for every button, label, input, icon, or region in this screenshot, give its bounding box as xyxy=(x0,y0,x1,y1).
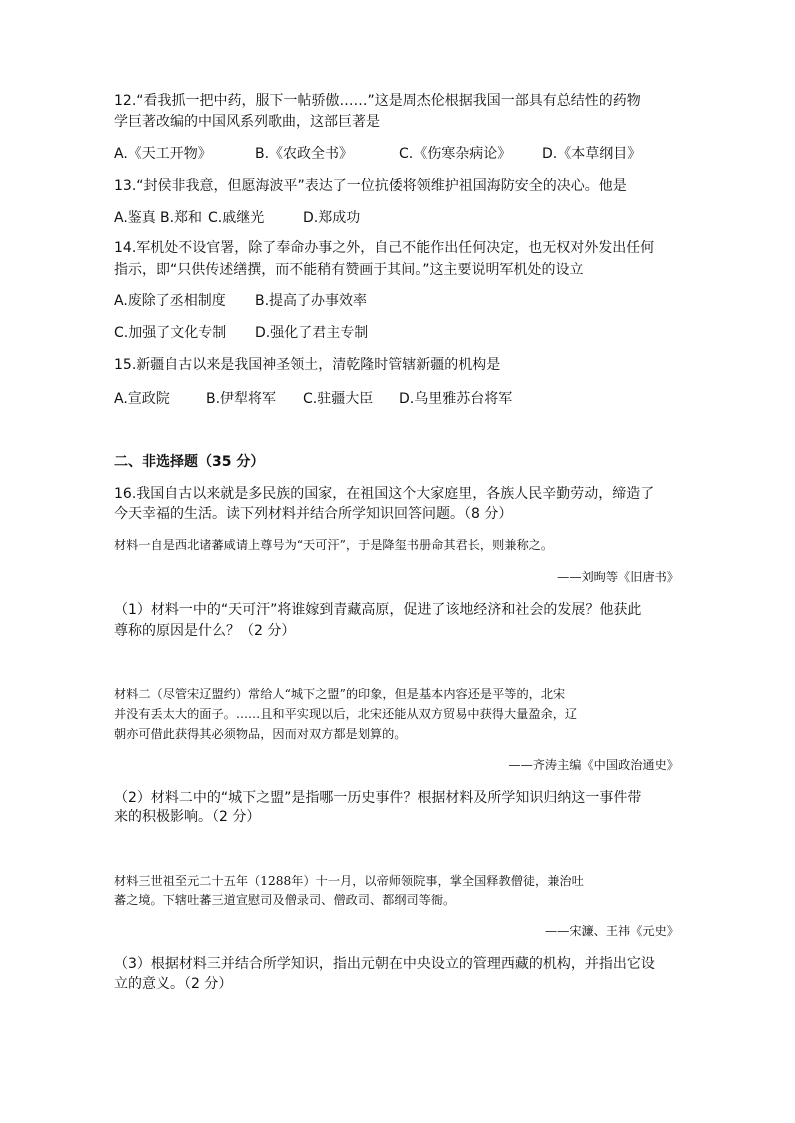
q12-option-b: B.《农政全书》 xyxy=(255,146,354,162)
source-2: ——齐涛主编《中国政治通史》 xyxy=(508,758,679,772)
sub-question-3-line2: 立的意义。（2 分） xyxy=(114,976,233,992)
q14-option-d: D.强化了君主专制 xyxy=(255,325,369,341)
q15-option-d: D.乌里雅苏台将军 xyxy=(399,391,513,407)
q15-option-c: C.驻疆大臣 xyxy=(303,391,374,407)
q14-option-b: B.提高了办事效率 xyxy=(255,293,368,309)
q15-option-a: A.宣政院 xyxy=(114,391,170,407)
q13-option-d: D.郑成功 xyxy=(303,210,361,226)
q14-stem-line1: 14.军机处不设官署，除了奉命办事之外，自己不能作出任何决定，也无权对外发出任何 xyxy=(114,240,655,256)
q14-option-c: C.加强了文化专制 xyxy=(114,325,227,341)
q13-stem: 13.“封侯非我意，但愿海波平”表达了一位抗倭将领维护祖国海防安全的决心。他是 xyxy=(114,178,627,194)
q16-stem-line1: 16.我国自古以来就是多民族的国家，在祖国这个大家庭里，各族人民辛勤劳动，缔造了 xyxy=(114,486,655,502)
material-3-line1: 材料三世祖至元二十五年（1288年）十一月，以帝师领院事，掌全国释教僧徒，兼治吐 xyxy=(114,874,584,888)
q15-option-b: B.伊犁将军 xyxy=(206,391,277,407)
material-2-line3: 朝亦可借此获得其必须物品，因而对双方都是划算的。 xyxy=(114,727,407,741)
material-2-line2: 并没有丢太大的面子。……且和平实现以后，北宋还能从双方贸易中获得大量盈余，辽 xyxy=(114,707,578,721)
q12-stem-line1: 12.“看我抓一把中药，服下一帖骄傲……”这是周杰伦根据我国一部具有总结性的药物 xyxy=(114,93,641,109)
q12-option-a: A.《天工开物》 xyxy=(114,146,212,162)
sub-question-2-line1: （2）材料二中的“城下之盟”是指哪一历史事件？根据材料及所学知识归纳这一事件带 xyxy=(114,790,642,806)
q16-stem-line2: 今天幸福的生活。读下列材料并结合所学知识回答问题。（8 分） xyxy=(114,506,513,522)
material-3-line2: 蕃之境。下辖吐蕃三道宣慰司及僧录司、僧政司、都纲司等衙。 xyxy=(114,893,456,907)
source-1: ——刘昫等《旧唐书》 xyxy=(557,570,679,584)
q12-option-c: C.《伤寒杂病论》 xyxy=(399,146,512,162)
q14-stem-line2: 指示，即“只供传述缮撰，而不能稍有赞画于其间。”这主要说明军机处的设立 xyxy=(114,262,584,278)
q14-option-a: A.废除了丞相制度 xyxy=(114,293,226,309)
section-heading: 二、非选择题（35 分） xyxy=(114,454,265,470)
sub-question-2-line2: 来的积极影响。（2 分） xyxy=(114,809,261,825)
q12-option-d: D.《本草纲目》 xyxy=(542,146,642,162)
material-2-line1: 材料二（尽管宋辽盟约）常给人“城下之盟”的印象，但是基本内容还是平等的，北宋 xyxy=(114,687,566,701)
material-1: 材料一自是西北诸蕃咸请上尊号为“天可汗”，于是降玺书册命其君长，则兼称之。 xyxy=(114,538,554,552)
source-3: ——宋濂、王祎《元史》 xyxy=(544,924,679,938)
sub-question-1-line1: （1）材料一中的“天可汗”将谁嫁到青藏高原，促进了该地经济和社会的发展？他获此 xyxy=(114,602,642,618)
q12-stem-line2: 学巨著改编的中国风系列歌曲，这部巨著是 xyxy=(114,114,380,130)
sub-question-3-line1: （3）根据材料三并结合所学知识，指出元朝在中央设立的管理西藏的机构，并指出它设 xyxy=(114,956,655,972)
q15-stem: 15.新疆自古以来是我国神圣领土，清乾隆时管辖新疆的机构是 xyxy=(114,357,501,373)
sub-question-1-line2: 尊称的原因是什么？（2 分） xyxy=(114,623,296,639)
q13-option-a: A.鉴真 xyxy=(114,210,156,226)
q13-option-b: B.郑和 xyxy=(160,210,203,226)
q13-option-c: C.戚继光 xyxy=(208,210,265,226)
